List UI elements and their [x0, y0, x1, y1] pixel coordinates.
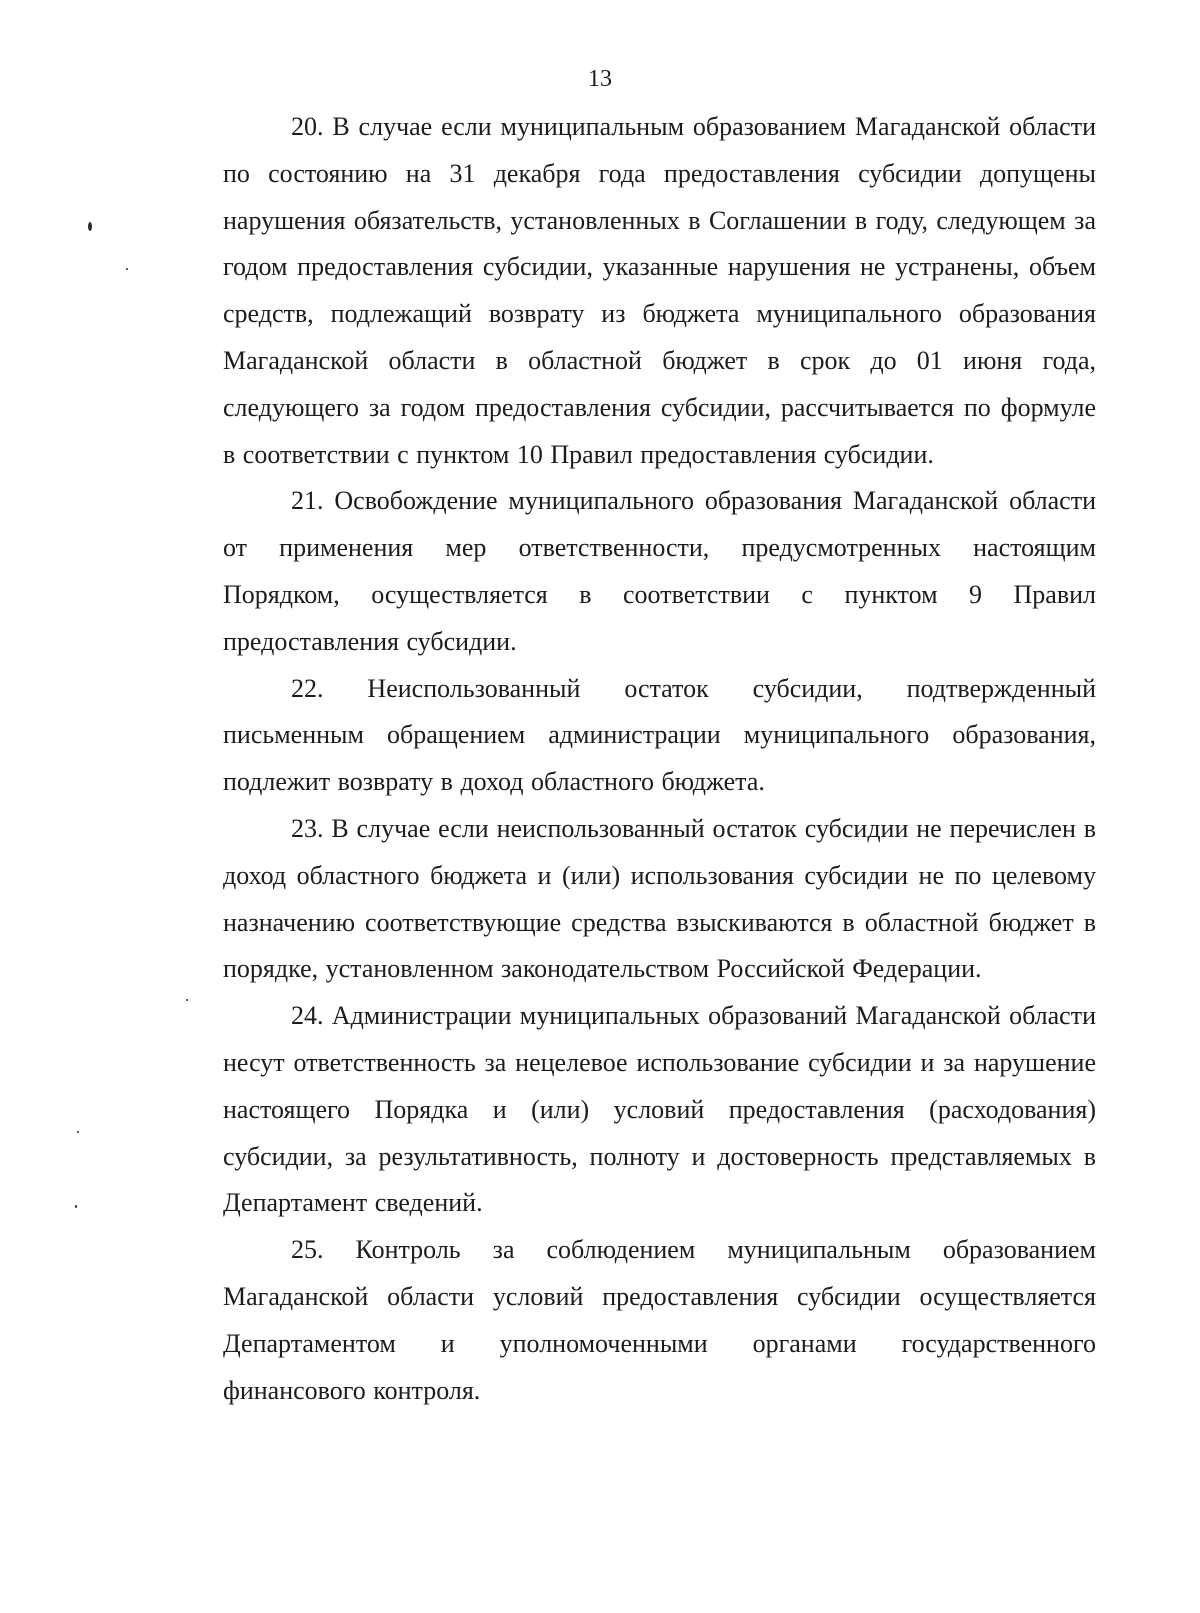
scan-speck	[126, 268, 128, 270]
scan-speck	[186, 999, 188, 1001]
paragraph-23: 23. В случае если неиспользованный остаток субсидии не перечислен в доход областного бюджета и (или) использования субсидии не по целевому назначению соответствующие средства взыскиваются в областной бюджет в порядке, установленном законодательством Российской Федерации.	[223, 813, 1096, 984]
paragraph-25: 25. Контроль за соблюдением муниципальным образованием Магаданской области условий предоставления субсидии осуществляется Департаментом и уполномоченными органами государственного финансового контроля.	[223, 1235, 1096, 1405]
paragraph-22: 22. Неиспользованный остаток субсидии, подтвержденный письменным обращением администрации муниципального образования, подлежит возврату в доход областного бюджета.	[223, 673, 1096, 797]
document-body	[223, 104, 1096, 1414]
paragraph-20: 20. В случае если муниципальным образованием Магаданской области по состоянию на 31 декабря года предоставления субсидии допущены нарушения обязательств, установленных в Соглашении в году, следующем за годом предоставления субсидии, указанные нарушения не устранены, объем средств, подлежащий возврату из бюджета муниципального образования Магаданской области в областной бюджет в срок до 01 июня года, следующего за годом предоставления субсидии, рассчитывается по формуле в соответствии с пунктом 10 Правил предоставления субсидии.	[223, 112, 1096, 469]
paragraph-24: 24. Администрации муниципальных образований Магаданской области несут ответственность за нецелевое использование субсидии и за нарушение настоящего Порядка и (или) условий предоставления (расходования) субсидии, за результативность, полноту и достоверность представляемых в Департамент сведений.	[223, 1001, 1096, 1218]
paragraph-21: 21. Освобождение муниципального образования Магаданской области от применения мер ответственности, предусмотренных настоящим Порядком, осуществляется в соответствии с пунктом 9 Правил предоставления субсидии.	[223, 486, 1096, 656]
scan-speck	[77, 1131, 79, 1133]
page-number: 13	[588, 66, 612, 92]
scan-speck	[75, 1205, 77, 1208]
scan-speck	[88, 222, 92, 231]
